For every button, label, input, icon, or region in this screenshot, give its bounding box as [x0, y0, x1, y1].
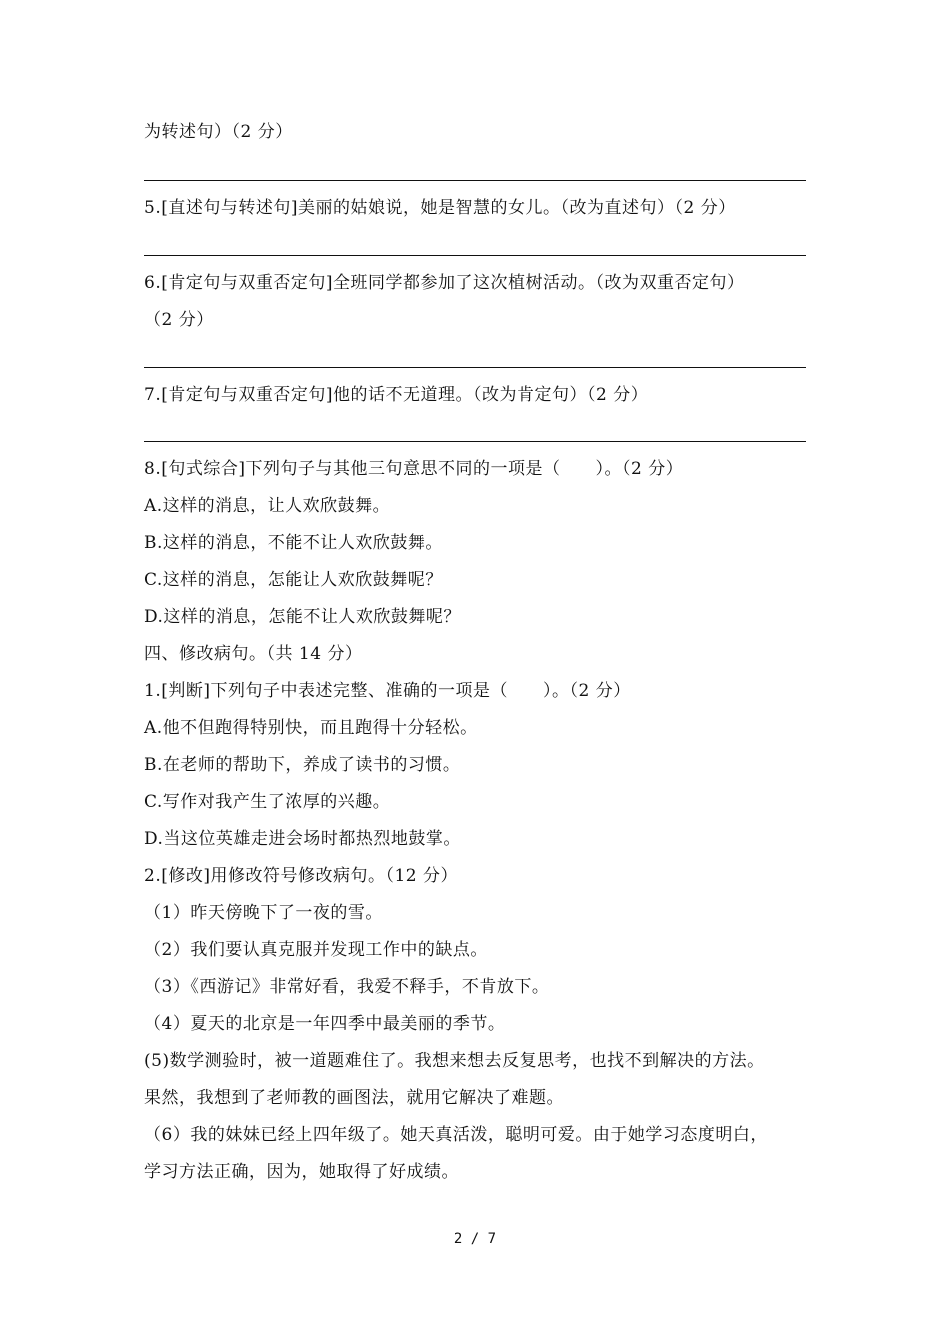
q8-option-b: B.这样的消息，不能不让人欢欣鼓舞。 — [144, 533, 443, 553]
q6-score: （2 分） — [144, 310, 214, 330]
s4-q1-option-c: C.写作对我产生了浓厚的兴趣。 — [144, 792, 391, 812]
answer-line-q6 — [144, 367, 806, 368]
s4-q2-item-6-cont: 学习方法正确，因为，她取得了好成绩。 — [144, 1162, 459, 1182]
q4-continuation: 为转述句）（2 分） — [144, 122, 293, 142]
q8-option-d: D.这样的消息，怎能不让人欢欣鼓舞呢？ — [144, 607, 461, 627]
s4-q2-item-3: （3）《西游记》非常好看，我爱不释手，不肯放下。 — [144, 977, 550, 997]
q7-text: 7.[肯定句与双重否定句]他的话不无道理。（改为肯定句）（2 分） — [144, 385, 649, 405]
s4-q2-item-4: （4）夏天的北京是一年四季中最美丽的季节。 — [144, 1014, 506, 1034]
answer-line-q5 — [144, 255, 806, 256]
page-number: 2 / 7 — [453, 1231, 497, 1247]
q8-text: 8.[句式综合]下列句子与其他三句意思不同的一项是（ ）。（2 分） — [144, 459, 684, 479]
answer-line-q4 — [144, 180, 806, 181]
s4-q2-text: 2.[修改]用修改符号修改病句。（12 分） — [144, 866, 459, 886]
section-heading: 四、修改病句。（共 14 分） — [144, 644, 363, 664]
s4-q2-item-2: （2）我们要认真克服并发现工作中的缺点。 — [144, 940, 488, 960]
answer-line-q7 — [144, 441, 806, 442]
s4-q1-option-b: B.在老师的帮助下，养成了读书的习惯。 — [144, 755, 461, 775]
s4-q2-item-1: （1）昨天傍晚下了一夜的雪。 — [144, 903, 383, 923]
s4-q2-item-5: (5)数学测验时，被一道题难住了。我想来想去反复思考，也找不到解决的方法。 — [144, 1051, 765, 1071]
q8-option-a: A.这样的消息，让人欢欣鼓舞。 — [144, 496, 391, 516]
s4-q1-text: 1.[判断]下列句子中表述完整、准确的一项是（ ）。（2 分） — [144, 681, 631, 701]
q8-option-c: C.这样的消息，怎能让人欢欣鼓舞呢？ — [144, 570, 443, 590]
q5-text: 5.[直述句与转述句]美丽的姑娘说，她是智慧的女儿。（改为直述句）（2 分） — [144, 198, 736, 218]
s4-q1-option-d: D.当这位英雄走进会场时都热烈地鼓掌。 — [144, 829, 461, 849]
s4-q2-item-6: （6）我的妹妹已经上四年级了。她天真活泼，聪明可爱。由于她学习态度明白， — [144, 1125, 768, 1145]
q6-text: 6.[肯定句与双重否定句]全班同学都参加了这次植树活动。（改为双重否定句） — [144, 273, 745, 293]
s4-q2-item-5-cont: 果然，我想到了老师教的画图法，就用它解决了难题。 — [144, 1088, 564, 1108]
s4-q1-option-a: A.他不但跑得特别快，而且跑得十分轻松。 — [144, 718, 478, 738]
